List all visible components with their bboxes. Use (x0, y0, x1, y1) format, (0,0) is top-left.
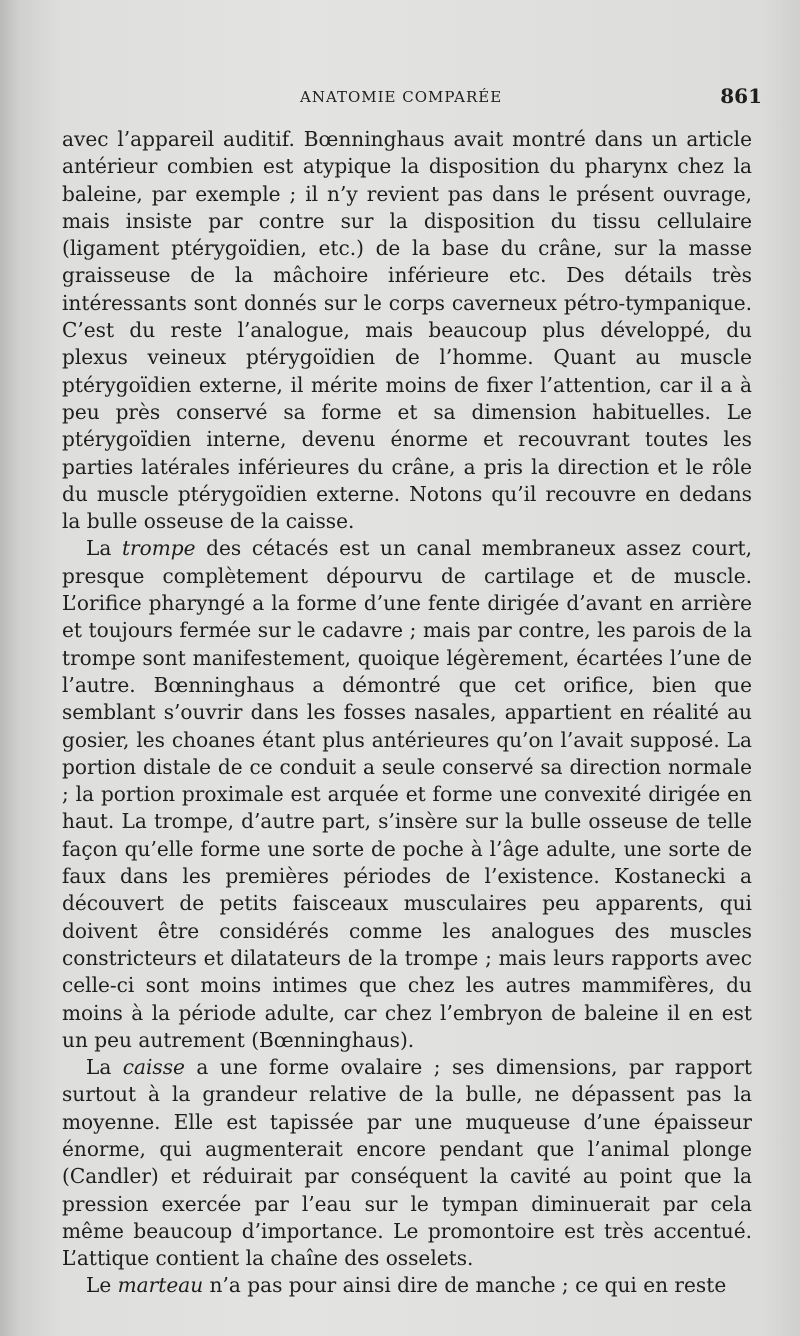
paragraph-2 (62, 535, 752, 1054)
paragraph-3-text: a une forme ovalaire ; ses dimensions, par rapport surtout à la grandeur relative de la bulle, ne dépassent pas la moyenne. Elle est tapissée par une muqueuse d’une épaisseur énorme, qui augmenterait encore pendant que l’animal plonge (Candler) et réduirait par conséquent la cavité au point que la pression exercée par l’eau sur le tympan diminuerait par cela même beaucoup d’importance. Le promontoire est très accentué. L’attique contient la chaîne des osselets. (62, 1055, 752, 1271)
paragraph-2-lead: La (86, 536, 122, 561)
term-trompe: trompe (121, 536, 196, 561)
body-text (62, 126, 752, 1300)
page-header (62, 82, 762, 118)
term-marteau: marteau (117, 1273, 204, 1298)
paragraph-1 (62, 126, 752, 535)
page-number: 861 (720, 84, 762, 108)
paragraph-3-lead: La (86, 1055, 123, 1080)
paragraph-4 (62, 1272, 752, 1299)
running-title: ANATOMIE COMPARÉE (300, 88, 503, 106)
paragraph-4-text: n’a pas pour ainsi dire de manche ; ce qui en reste (203, 1273, 727, 1298)
paragraph-1-text: avec l’appareil auditif. Bœnninghaus avait montré dans un article antérieur combien est atypique la disposition du pharynx chez la baleine, par exemple ; il n’y revient pas dans le présent ouvrage, mais insiste par contre sur la disposition du tissu cellulaire (ligament ptérygoïdien, etc.) de la base du crâne, sur la masse graisseuse de la mâchoire inférieure etc. Des détails très intéressants sont donnés sur le corps caverneux pétro-tympanique. C’est du reste l’analogue, mais beaucoup plus développé, du plexus veineux ptérygoïdien de l’homme. Quant au muscle ptérygoïdien externe, il mérite moins de fixer l’attention, car il a à peu près conservé sa forme et sa dimension habituelles. Le ptérygoïdien interne, devenu énorme et recouvrant toutes les parties latérales inférieures du crâne, a pris la direction et le rôle du muscle ptérygoïdien externe. Notons qu’il recouvre en dedans la bulle osseuse de la caisse. (62, 127, 752, 534)
paragraph-2-text: des cétacés est un canal membraneux assez court, presque complètement dépourvu de cartilage et de muscle. L’orifice pharyngé a la forme d’une fente dirigée d’avant en arrière et toujours fermée sur le cadavre ; mais par contre, les parois de la trompe sont manifestement, quoique légèrement, écartées l’une de l’autre. Bœnninghaus a démontré que cet orifice, bien que semblant s’ouvrir dans les fosses nasales, appartient en réalité au gosier, les choanes étant plus antérieures qu’on l’avait supposé. La portion distale de ce conduit a seule conservé sa direction normale ; la portion proximale est arquée et forme une convexité dirigée en haut. La trompe, d’autre part, s’insère sur la bulle osseuse de telle façon qu’elle forme une sorte de poche à l’âge adulte, une sorte de faux dans les premières périodes de l’existence. Kostanecki a découvert de petits faisceaux musculaires peu apparents, qui doivent être considérés comme les analogues des muscles constricteurs et dilatateurs de la trompe ; mais leurs rapports avec celle-ci sont moins intimes que chez les autres mammifères, du moins à la période adulte, car chez l’embryon de baleine il en est un peu autrement (Bœnninghaus). (62, 536, 752, 1052)
term-caisse: caisse (122, 1055, 185, 1080)
paragraph-3 (62, 1054, 752, 1272)
paragraph-4-lead: Le (86, 1273, 118, 1298)
